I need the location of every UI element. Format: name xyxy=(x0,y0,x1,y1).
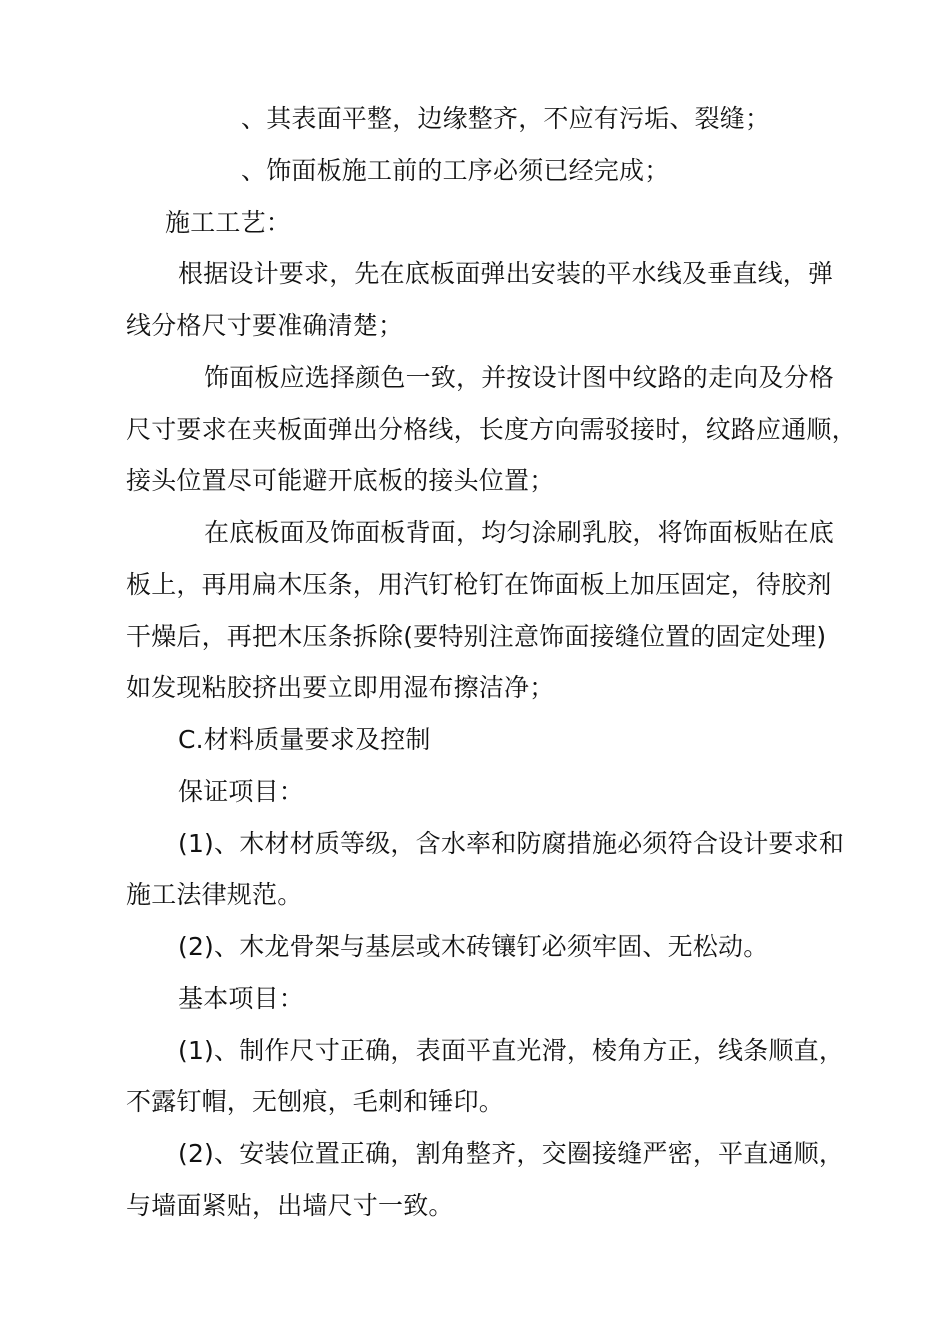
text-line: (2)、安装位置正确，割角整齐，交圈接缝严密，平直通顺， xyxy=(178,1139,845,1168)
text-line: 尺寸要求在夹板面弹出分格线，长度方向需驳接时，纹路应通顺， xyxy=(126,415,857,444)
text-line: (2)、木龙骨架与基层或木砖镶钉必须牢固、无松动。 xyxy=(178,932,769,961)
text-line: 施工法律规范。 xyxy=(126,880,303,909)
text-line: 板上，再用扁木压条，用汽钉枪钉在饰面板上加压固定，待胶剂 xyxy=(126,570,832,599)
text-line: 根据设计要求，先在底板面弹出安装的平水线及垂直线，弹 xyxy=(178,259,834,288)
text-line: 与墙面紧贴，出墙尺寸一致。 xyxy=(126,1191,454,1220)
text-line: (1)、制作尺寸正确，表面平直光滑，棱角方正，线条顺直， xyxy=(178,1036,845,1065)
text-line: 干燥后，再把木压条拆除(要特别注意饰面接缝位置的固定处理) xyxy=(126,622,827,651)
text-line: 饰面板应选择颜色一致，并按设计图中纹路的走向及分格 xyxy=(204,363,835,392)
section-heading: 施工工艺： xyxy=(165,208,292,237)
text-line: 线分格尺寸要准确清楚； xyxy=(126,311,404,340)
text-line: 、其表面平整，边缘整齐，不应有污垢、裂缝； xyxy=(241,104,771,133)
text-line: (1)、木材材质等级，含水率和防腐措施必须符合设计要求和 xyxy=(178,829,845,858)
text-line: 接头位置尽可能避开底板的接头位置； xyxy=(126,466,555,495)
text-line: 如发现粘胶挤出要立即用湿布擦洁净； xyxy=(126,673,555,702)
subsection-heading: 基本项目： xyxy=(178,984,305,1013)
text-line: 、饰面板施工前的工序必须已经完成； xyxy=(241,156,670,185)
text-line: 不露钉帽，无刨痕，毛刺和锤印。 xyxy=(126,1087,505,1116)
subsection-heading: 保证项目： xyxy=(178,777,305,806)
section-heading: C.材料质量要求及控制 xyxy=(178,725,431,754)
text-line: 在底板面及饰面板背面，均匀涂刷乳胶，将饰面板贴在底 xyxy=(204,518,835,547)
